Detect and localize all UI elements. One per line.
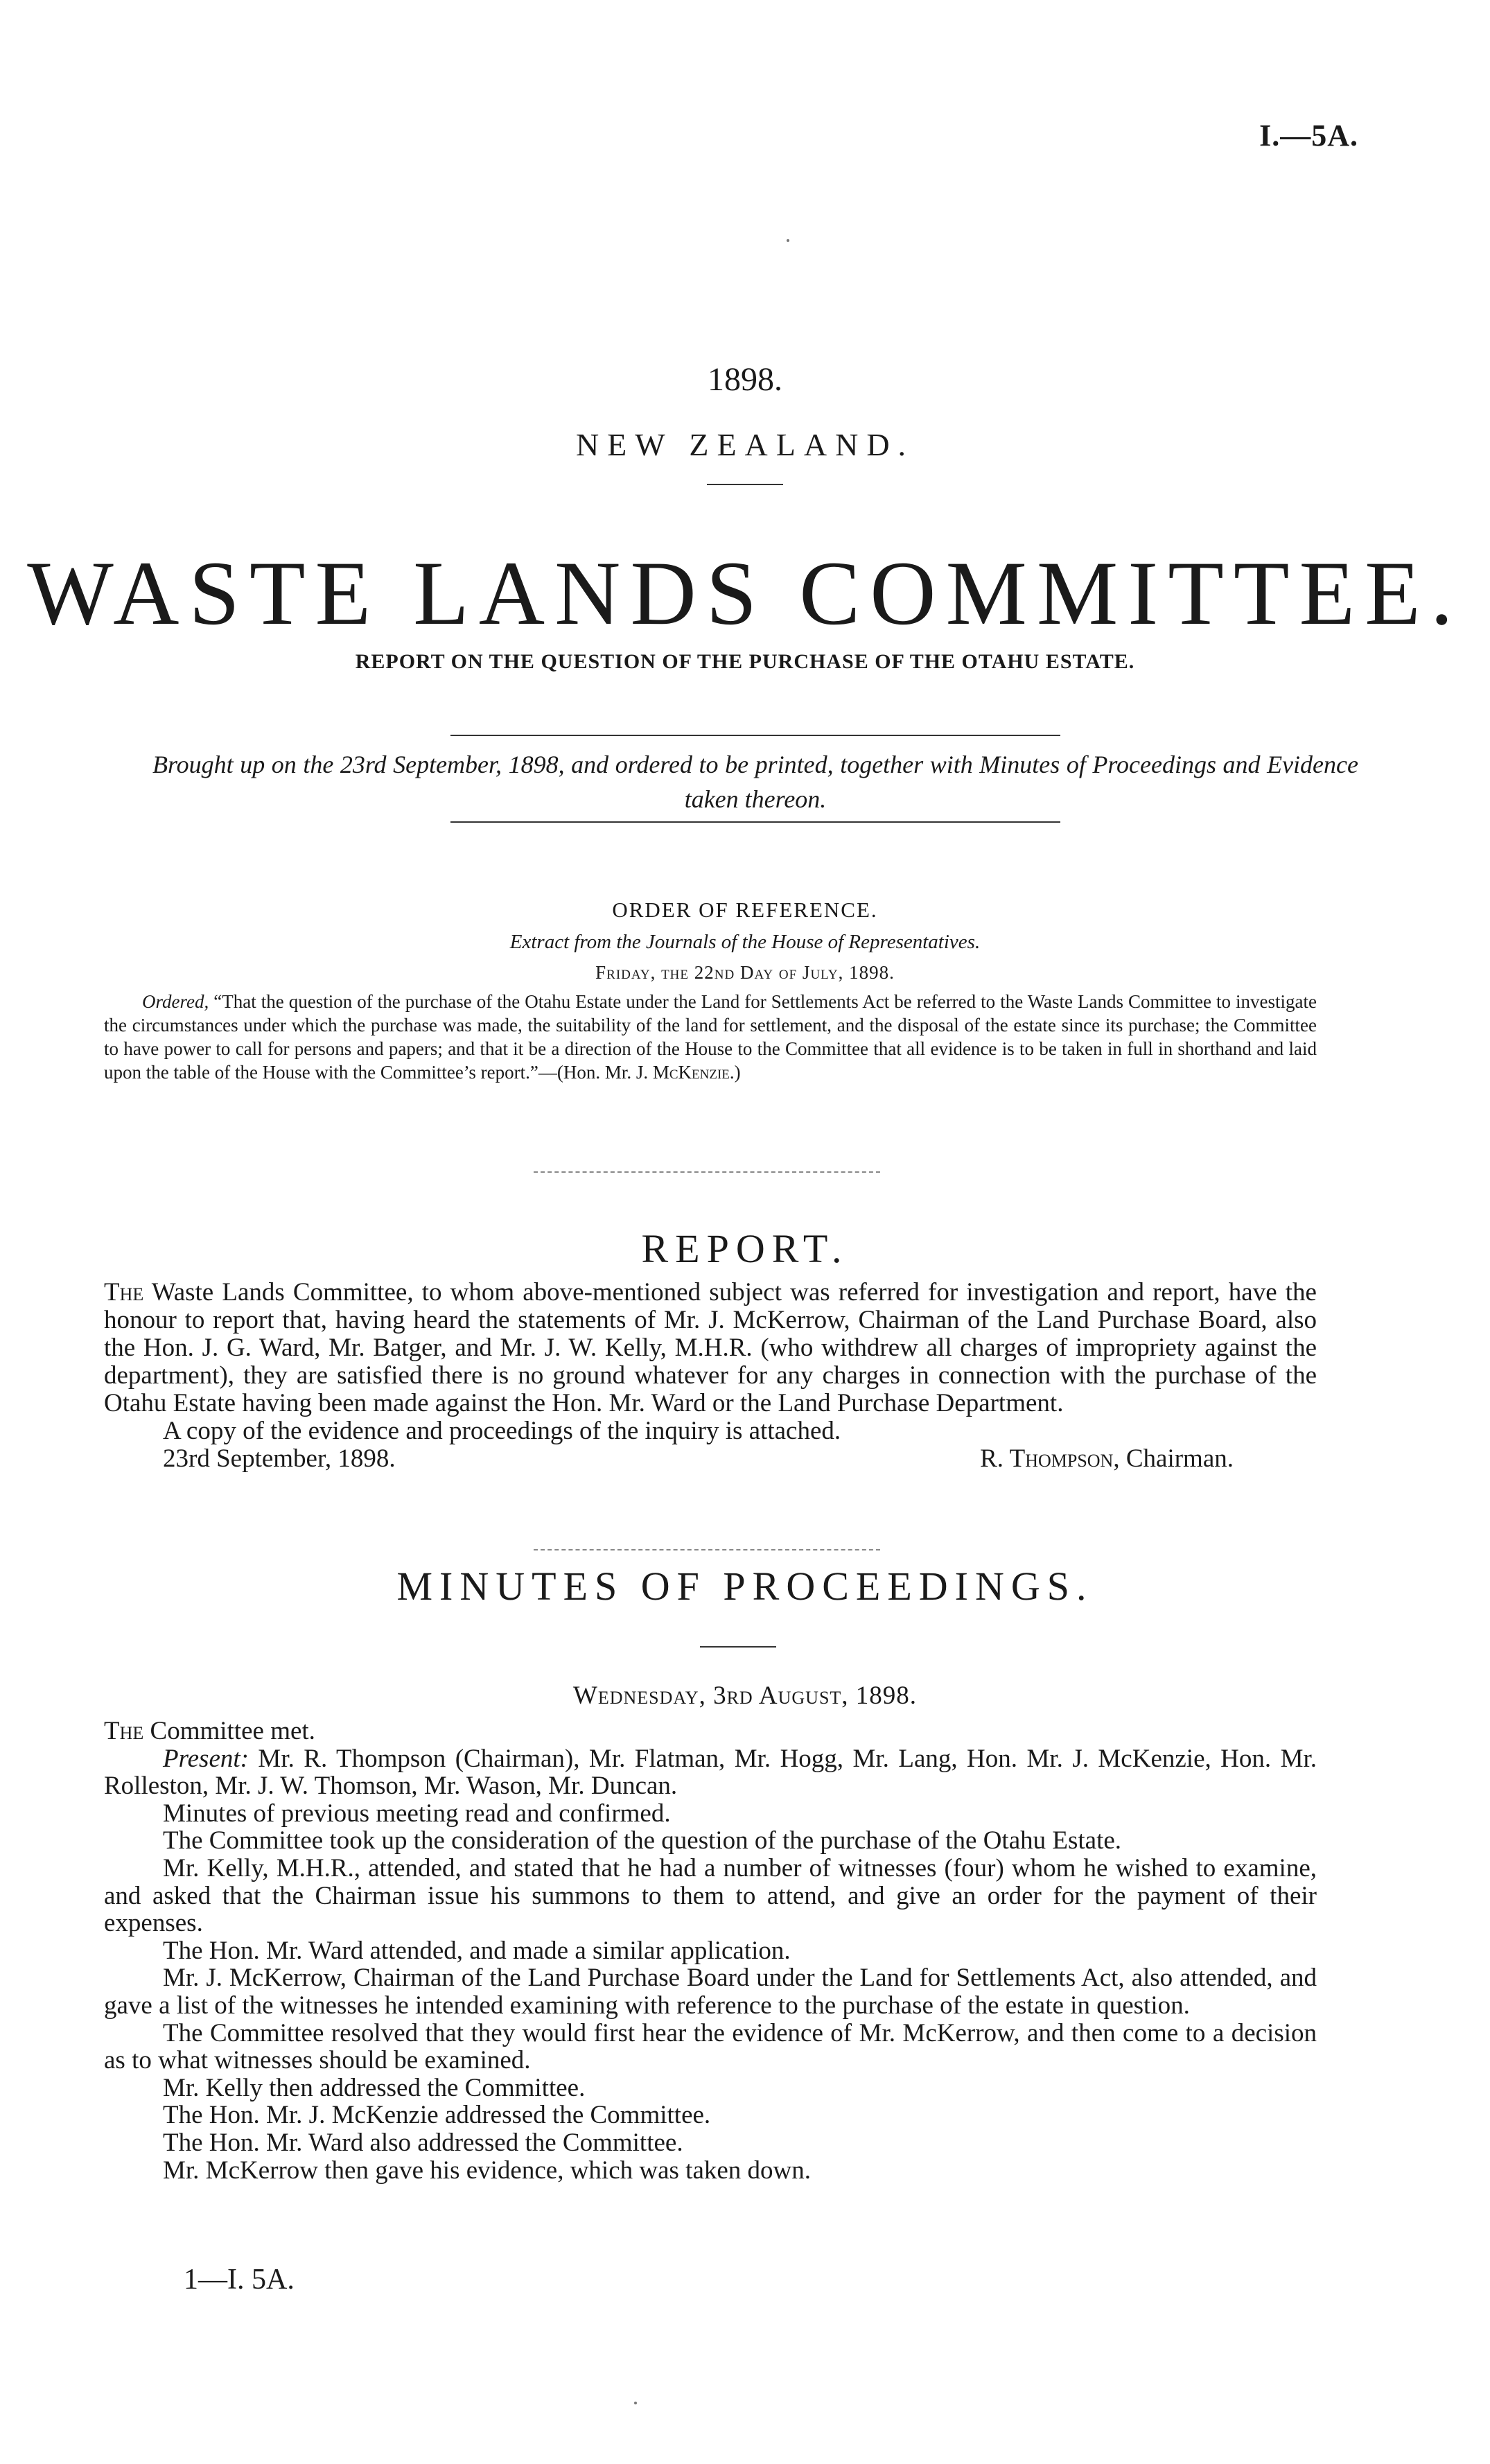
minutes-paragraph: The Committee resolved that they would first hear the evidence of Mr. McKerrow, and then come to a decision as to what witnesses should be examined. bbox=[104, 2018, 1317, 2075]
report-body bbox=[104, 1279, 1317, 1473]
title-divider bbox=[707, 484, 783, 485]
minutes-paragraph: The Hon. Mr. J. McKenzie addressed the Committee. bbox=[163, 2101, 711, 2130]
order-text bbox=[104, 990, 1317, 1084]
minutes-paragraph bbox=[104, 1718, 1317, 1745]
year-heading: 1898. bbox=[708, 361, 782, 398]
minutes-paragraph: Minutes of previous meeting read and confirmed. bbox=[163, 1799, 671, 1828]
minutes-date: Wednesday, 3rd August, 1898. bbox=[572, 1681, 918, 1710]
minutes-paragraph: The Hon. Mr. Ward attended, and made a similar application. bbox=[163, 1936, 791, 1965]
report-lead-word: The bbox=[104, 1278, 144, 1307]
ordered-body: “That the question of the purchase of the Otahu Estate under the Land for Settlements Act be referred to the Waste Lands Committee to investigate the circumstances under which the purchase was made, the suitability of the land for settlement, and the disposal of the estate since its purchase; the Committee to have power to call for persons and papers; and that it be a direction of the House to the Committee that all evidence is to be taken in full in shorthand and laid upon the table of the House with the Committee’s report.”—(Hon. Mr. J. bbox=[104, 991, 1317, 1083]
minutes-paragraph: Mr. J. McKerrow, Chairman of the Land Purchase Board under the Land for Settlements Act, also attended, and gave a list of the witnesses he intended examining with reference to the purchase of the estate in question. bbox=[104, 1964, 1317, 2020]
report-paragraph bbox=[104, 1279, 1317, 1417]
minutes-paragraph: Mr. McKerrow then gave his evidence, which was taken down. bbox=[163, 2156, 812, 2185]
report-text: Waste Lands Committee, to whom above-mentioned subject was referred for investigation and report, have the honour to report that, having heard the statements of Mr. J. McKerrow, Chairman of the Land Purchase Board, also the Hon. J. G. Ward, Mr. Batger, and Mr. J. W. Kelly, M.H.R. (who withdrew all charges of impropriety against the department), they are satisfied there is no ground whatever for any charges in connection with the purchase of the Otahu Estate having been made against the Hon. Mr. Ward or the Land Purchase Department. bbox=[104, 1278, 1317, 1417]
brought-up-top-rule bbox=[450, 735, 1060, 736]
chairman-name: R. Thompson, bbox=[980, 1444, 1120, 1473]
minutes-paragraph: The Committee took up the consideration of the question of the purchase of the Otahu Estate. bbox=[163, 1826, 1122, 1855]
minutes-paragraph bbox=[104, 1745, 1317, 1800]
ordered-label: Ordered, bbox=[142, 991, 209, 1012]
sheet-signature-mark: 1—I. 5A. bbox=[184, 2264, 295, 2296]
minutes-body bbox=[104, 1718, 1317, 2184]
minutes-paragraph: Mr. Kelly then addressed the Committee. bbox=[163, 2073, 586, 2102]
section-divider bbox=[534, 1171, 880, 1173]
report-signature bbox=[980, 1445, 1234, 1473]
chairman-title: Chairman. bbox=[1125, 1444, 1234, 1473]
speck-mark bbox=[634, 2402, 637, 2404]
reference-date: Friday, the 22nd Day of July, 1898. bbox=[595, 962, 895, 983]
present-label: Present: bbox=[163, 1744, 249, 1773]
minutes-paragraph: The Hon. Mr. Ward also addressed the Committee. bbox=[163, 2128, 683, 2157]
brought-up-note: Brought up on the 23rd September, 1898, and ordered to be printed, together with Minutes of Proceedings and Evidence taken thereon. bbox=[152, 751, 1358, 813]
main-title: WASTE LANDS COMMITTEE. bbox=[27, 542, 1463, 644]
minutes-heading: MINUTES OF PROCEEDINGS. bbox=[396, 1564, 1094, 1609]
present-members: Mr. R. Thompson (Chairman), Mr. Flatman, Mr. Hogg, Mr. Lang, Hon. Mr. J. McKenzie, Hon. Mr. Rolleston, Mr. J. W. Thomson, Mr. Wason, Mr. Duncan. bbox=[104, 1744, 1317, 1801]
speck-mark bbox=[787, 239, 789, 242]
report-signature-line bbox=[104, 1445, 1317, 1473]
minutes-lead-word: The bbox=[104, 1717, 144, 1745]
page-reference: I.—5A. bbox=[1259, 119, 1358, 152]
brought-up-bottom-rule bbox=[450, 821, 1060, 823]
minutes-divider bbox=[700, 1646, 776, 1648]
ordered-member: McKenzie.) bbox=[652, 1062, 741, 1083]
report-date: 23rd September, 1898. bbox=[163, 1444, 396, 1473]
report-subtitle: REPORT ON THE QUESTION OF THE PURCHASE OF THE OTAHU ESTATE. bbox=[355, 650, 1135, 673]
report-heading: REPORT. bbox=[641, 1226, 849, 1271]
journal-extract-line: Extract from the Journals of the House of Representatives. bbox=[509, 931, 981, 953]
minutes-met-text: Committee met. bbox=[150, 1717, 315, 1745]
minutes-paragraph: Mr. Kelly, M.H.R., attended, and stated that he had a number of witnesses (four) whom he wished to examine, and asked that the Chairman issue his summons to them to attend, and give an order for the payment of their expenses. bbox=[104, 1853, 1317, 1938]
order-of-reference-heading: ORDER OF REFERENCE. bbox=[612, 898, 878, 922]
country-heading: NEW ZEALAND. bbox=[575, 427, 915, 462]
report-copy-line: A copy of the evidence and proceedings of the inquiry is attached. bbox=[163, 1417, 841, 1445]
section-divider bbox=[534, 1549, 880, 1550]
